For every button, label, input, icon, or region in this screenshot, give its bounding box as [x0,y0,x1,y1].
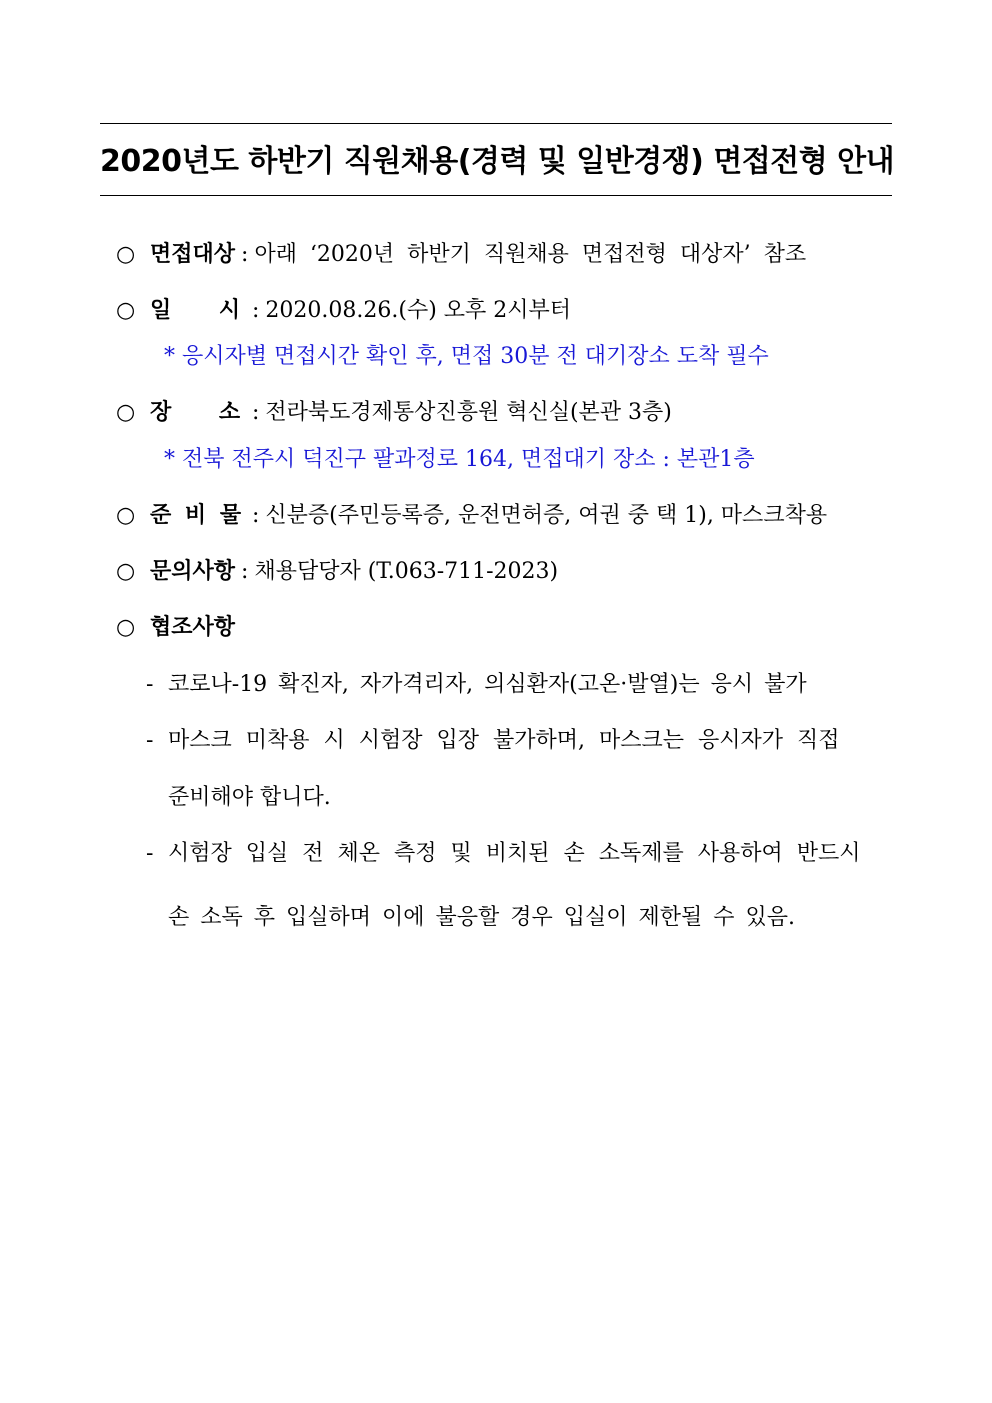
separator: : [241,242,249,267]
cooperation-item-3-line-1: 시험장 입실 전 체온 측정 및 비치된 손 소독제를 사용하여 반드시 [168,841,861,866]
item-label: 협조사항 [150,615,236,640]
separator: : [252,503,260,528]
location-note: * 전북 전주시 덕진구 팔과정로 164, 면접대기 장소 : 본관1층 [164,447,755,472]
item-value: 신분증(주민등록증, 운전면허증, 여권 중 택 1), 마스크착용 [265,503,828,528]
datetime-note: * 응시자별 면접시간 확인 후, 면접 30분 전 대기장소 도착 필수 [164,344,769,369]
cooperation-item-2-line-2: 준비해야 합니다. [168,785,331,810]
item-label: 문의사항 [150,559,236,584]
circle-bullet-icon: ○ [116,298,136,323]
separator: : [241,559,249,584]
cooperation-item-3-line-2: 손 소독 후 입실하며 이에 불응할 경우 입실이 제한될 수 있음. [168,905,795,930]
title-top-rule [100,123,892,124]
item-inquiry [116,556,558,588]
dash-bullet: - [146,728,154,753]
item-location [116,397,672,429]
item-preparation [116,500,827,532]
item-cooperation [116,612,235,644]
dash-bullet: - [146,841,154,866]
dash-bullet: - [146,672,154,697]
item-label: 준 비 물 [150,503,242,528]
item-label: 일 시 [150,298,241,323]
item-value: 전라북도경제통상진흥원 혁신실(본관 3층) [265,400,672,425]
circle-bullet-icon: ○ [116,242,136,267]
document-title: 2020년도 하반기 직원채용(경력 및 일반경쟁) 면접전형 안내 [100,144,895,179]
title-bottom-rule [100,195,892,196]
separator: : [252,400,260,425]
circle-bullet-icon: ○ [116,559,136,584]
item-label: 면접대상 [150,242,236,267]
item-datetime [116,295,571,327]
item-value: 채용담당자 (T.063-711-2023) [254,559,559,584]
cooperation-item-2-line-1: 마스크 미착용 시 시험장 입장 불가하며, 마스크는 응시자가 직접 [168,728,840,753]
cooperation-item-1: 코로나-19 확진자, 자가격리자, 의심환자(고온·발열)는 응시 불가 [168,672,807,697]
item-value: 2020.08.26.(수) 오후 2시부터 [265,298,572,323]
item-label: 장 소 [150,400,241,425]
item-interview-target [116,239,806,271]
separator: : [252,298,260,323]
circle-bullet-icon: ○ [116,503,136,528]
circle-bullet-icon: ○ [116,615,136,640]
item-value: 아래 ‘2020년 하반기 직원채용 면접전형 대상자’ 참조 [254,242,807,267]
circle-bullet-icon: ○ [116,400,136,425]
